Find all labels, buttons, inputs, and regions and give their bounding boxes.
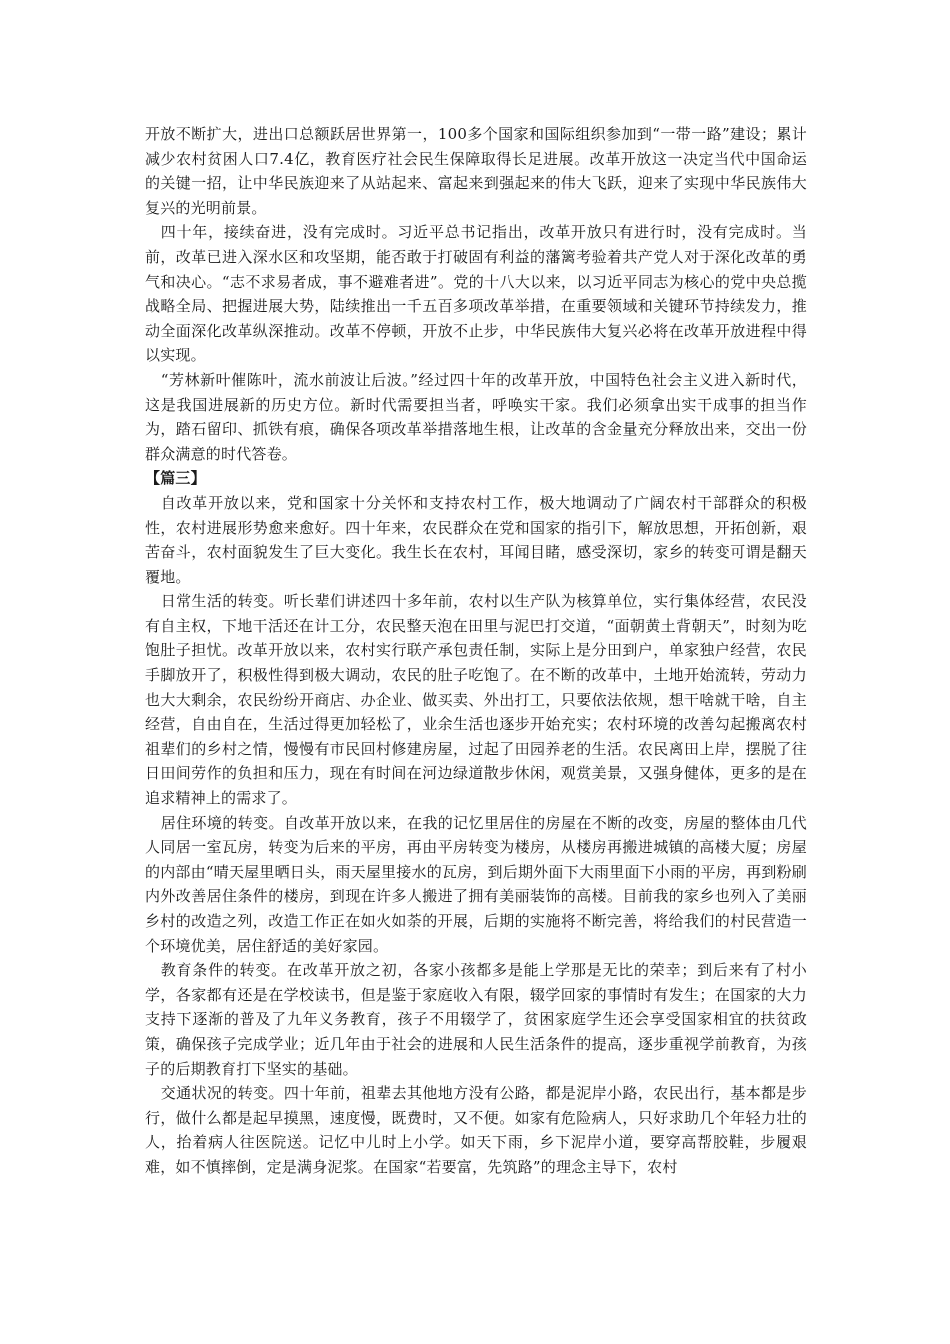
paragraph-housing: 居住环境的转变。自改革开放以来，在我的记忆里居住的房屋在不断的改变，房屋的整体由几代人同居一室瓦房，转变为后来的平房，再由平房转变为楼房，从楼房再搬进城镇的高楼大厦；房屋的内部由“晴天屋里晒日头，雨天屋里接水的瓦房，到后期外面下大雨里面下小雨的平房，再到粉刷内外改善居住条件的楼房，到现在许多人搬进了拥有美丽装饰的高楼。目前我的家乡也列入了美丽乡村的改造之列，改造工作正在如火如荼的开展，后期的实施将不断完善，将给我们的村民营造一个环境优美，居住舒适的美好家园。 (145, 813, 807, 955)
paragraph-forty-years: 四十年，接续奋进，没有完成时。习近平总书记指出，改革开放只有进行时，没有完成时。当前，改革已进入深水区和攻坚期，能否敢于打破固有利益的藩篱考验着共产党人对于深化改革的勇气和决心。“志不求易者成，事不避难者进”。党的十八大以来，以习近平同志为核心的党中央总揽战略全局、把握进展大势，陆续推出一千五百多项改革举措，在重要领域和关键环节持续发力，推动全面深化改革纵深推动。改革不停顿，开放不止步，中华民族伟大复兴必将在改革开放进程中得以实现。 (145, 223, 807, 365)
paragraph-new-era: “芳林新叶催陈叶，流水前波让后波。”经过四十年的改革开放，中国特色社会主义进入新时代，这是我国进展新的历史方位。新时代需要担当者，呼唤实干家。我们必须拿出实干成事的担当作为，踏石留印、抓铁有痕，确保各项改革举措落地生根，让改革的含金量充分释放出来，交出一份群众满意的时代答卷。 (145, 370, 807, 463)
paragraph-transport: 交通状况的转变。四十年前，祖辈去其他地方没有公路，都是泥岸小路，农民出行，基本都是步行，做什么都是起早摸黑，速度慢，既费时，又不便。如家有危险病人，只好求助几个年轻力壮的人，抬着病人往医院送。记忆中儿时上小学。如天下雨，乡下泥岸小道，要穿高帮胶鞋，步履艰难，如不慎摔倒，定是满身泥浆。在国家“若要富，先筑路”的理念主导下，农村 (145, 1084, 807, 1176)
paragraph-continuation: 开放不断扩大，进出口总额跃居世界第一，100多个国家和国际组织参加到“一带一路”建设；累计减少农村贫困人口7.4亿，教育医疗社会民生保障取得长足进展。改革开放这一决定当代中国命运的关键一招，让中华民族迎来了从站起来、富起来到强起来的伟大飞跃，迎来了实现中华民族伟大复兴的光明前景。 (145, 125, 807, 217)
section-heading: 【篇三】 (145, 469, 206, 488)
paragraph-daily-life: 日常生活的转变。听长辈们讲述四十多年前，农村以生产队为核算单位，实行集体经营，农民没有自主权，下地干活还在计工分，农民整天泡在田里与泥巴打交道，“面朝黄土背朝天”，时刻为吃饱肚子担忧。改革开放以来，农村实行联产承包责任制，实际上是分田到户，单家独户经营，农民手脚放开了，积极性得到极大调动，农民的肚子吃饱了。在不断的改革中，土地开始流转，劳动力也大大剩余，农民纷纷开商店、办企业、做买卖、外出打工，只要依法依规，想干啥就干啥，自主经营，自由自在，生活过得更加轻松了，业余生活也逐步开始充实；农村环境的改善勾起搬离农村祖辈们的乡村之情，慢慢有市民回村修建房屋，过起了田园养老的生活。农民离田上岸，摆脱了往日田间劳作的负担和压力，现在有时间在河边绿道散步休闲，观赏美景，又强身健体，更多的是在追求精神上的需求了。 (145, 592, 807, 808)
paragraph-education: 教育条件的转变。在改革开放之初，各家小孩都多是能上学那是无比的荣幸；到后来有了村小学，各家都有还是在学校读书，但是鉴于家庭收入有限，辍学回家的事情时有发生；在国家的大力支持下逐渐的普及了九年义务教育，孩子不用辍学了，贫困家庭学生还会享受国家相宜的扶贫政策，确保孩子完成学业；近几年由于社会的进展和人民生活条件的提高，逐步重视学前教育，为孩子的后期教育打下坚实的基础。 (145, 961, 807, 1078)
document-body (145, 122, 807, 1180)
paragraph-intro: 自改革开放以来，党和国家十分关怀和支持农村工作，极大地调动了广阔农村干部群众的积极性，农村进展形势愈来愈好。四十年来，农民群众在党和国家的指引下，解放思想，开拓创新，艰苦奋斗，农村面貌发生了巨大变化。我生长在农村，耳闻目睹，感受深切，家乡的转变可谓是翻天覆地。 (145, 493, 807, 586)
